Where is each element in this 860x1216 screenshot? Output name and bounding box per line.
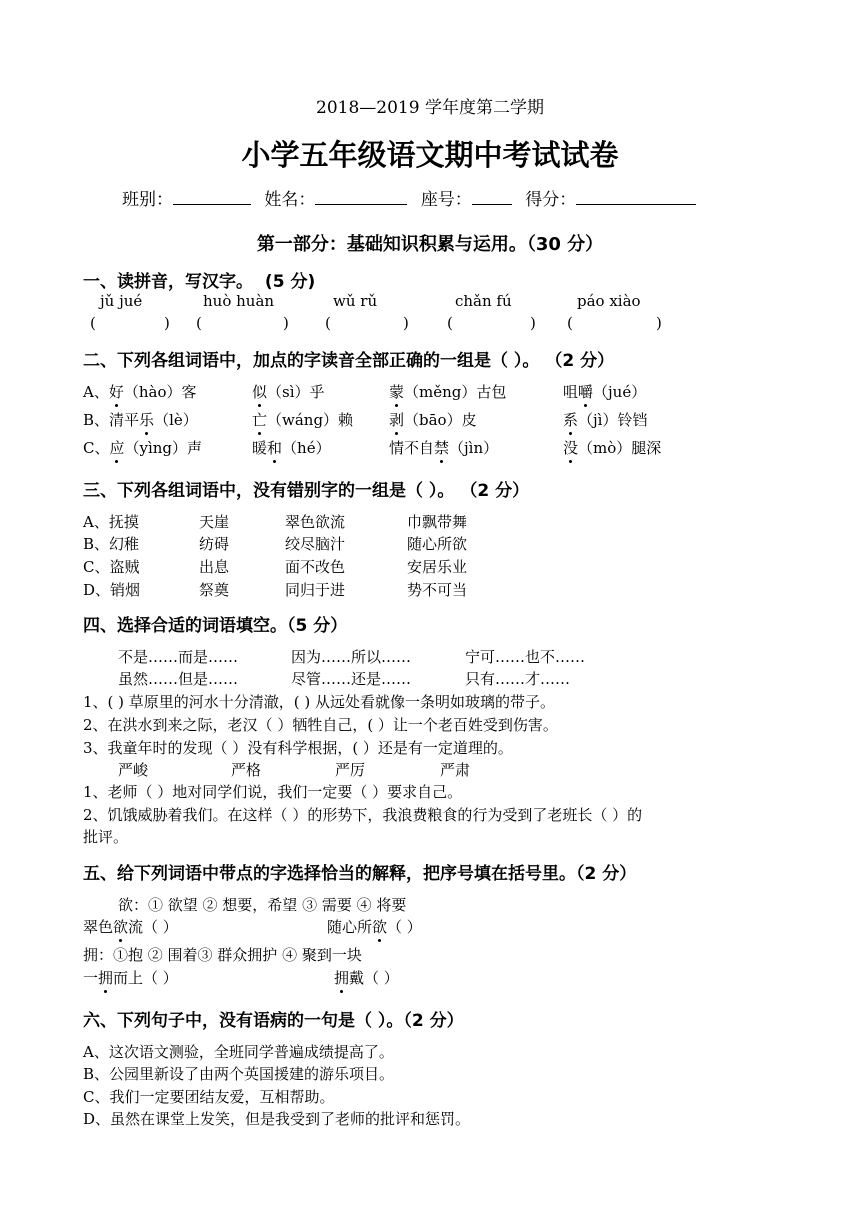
- q3-c-1: C、盗贼: [83, 558, 140, 576]
- q2-a2-rest: （sì）乎: [267, 383, 325, 401]
- q3-d-4: 势不可当: [407, 581, 468, 599]
- q1-pinyin-2: huò huàn: [203, 292, 275, 310]
- q5-yu-w1-dotted: 欲: [113, 918, 129, 936]
- q2-c-label: C、: [83, 439, 110, 457]
- q5-yu-w1-rest: 流（ ）: [128, 918, 178, 936]
- q4-word-2: 严格: [231, 761, 262, 779]
- q5-yu-w1-pre: 翠色: [83, 918, 114, 936]
- q4-opt-1: 不是……而是……: [118, 648, 239, 666]
- q2-option-b1: B、清平乐（lè）: [83, 411, 198, 429]
- name-field[interactable]: [315, 190, 407, 205]
- q3-a-3: 翠色欲流: [285, 513, 346, 531]
- class-label: 班别：: [122, 190, 173, 210]
- q2-option-a2: [252, 381, 325, 402]
- q2-a-label: A、: [83, 383, 109, 401]
- q6-title: 六、下列句子中，没有语病的一句是（ ）。（2 分）: [83, 1011, 464, 1031]
- q1-paren-close-3: ): [403, 314, 409, 332]
- q2-b3-rest: （bāo）皮: [404, 411, 477, 429]
- q2-a3-rest: （měng）古包: [404, 383, 507, 401]
- q3-a-4: 巾飘带舞: [407, 513, 468, 531]
- q4-word-4: 严肃: [440, 761, 471, 779]
- q3-b-2: 纺碍: [199, 535, 230, 553]
- q2-b1-dotted: 乐: [139, 411, 155, 429]
- q2-c2-dotted: 和: [267, 439, 283, 457]
- q2-c1-rest: （yìng）声: [124, 439, 203, 457]
- q2-c4-rest: （mò）腿深: [578, 439, 662, 457]
- q2-b2-rest: （wáng）赖: [267, 411, 354, 429]
- q5-yong-word-1: [83, 967, 178, 988]
- q5-yu-w2-pre: 随心所: [327, 918, 373, 936]
- q6-option-c: C、我们一定要团结友爱，互相帮助。: [83, 1088, 335, 1106]
- q2-option-b2: [252, 409, 353, 430]
- q1-paren-open-2[interactable]: (: [196, 314, 202, 332]
- q3-title: 三、下列各组词语中，没有错别字的一组是（ ）。 （2 分）: [83, 481, 530, 501]
- q3-a-2: 天崖: [199, 513, 230, 531]
- q2-c3-rest: （jìn）: [449, 439, 499, 457]
- q2-option-b3: [389, 409, 477, 430]
- exam-title: 小学五年级语文期中考试试卷: [241, 138, 619, 172]
- q2-a4-pre: 咀: [563, 383, 579, 401]
- q5-yong-w2-rest: 戴（ ）: [349, 969, 399, 987]
- q2-b4-dotted: 系: [563, 411, 579, 429]
- q1-paren-open-5[interactable]: (: [567, 314, 573, 332]
- score-label: 得分：: [525, 190, 577, 210]
- q1-score: (5 分): [264, 272, 316, 292]
- q2-c1-dotted: 应: [109, 439, 125, 457]
- q1-paren-open-1[interactable]: (: [90, 314, 96, 332]
- q2-c3-dotted: 禁: [434, 439, 450, 457]
- q3-d-1: D、销烟: [83, 581, 141, 599]
- q1-paren-open-4[interactable]: (: [447, 314, 453, 332]
- student-info-row: [122, 185, 696, 210]
- q5-yong-w1-dotted: 拥: [98, 969, 114, 987]
- q2-option-c4: [563, 437, 661, 458]
- q6-option-d: D、虽然在课堂上发笑，但是我受到了老师的批评和惩罚。: [83, 1110, 471, 1128]
- q4-sentence-4: 1、老师（ ）地对同学们说，我们一定要（ ）要求自己。: [83, 783, 463, 801]
- q5-yong-w1-pre: 一: [83, 969, 99, 987]
- q4-sentence-1: 1、( ) 草原里的河水十分清澈，( ) 从远处看就像一条明如玻璃的带子。: [83, 693, 556, 711]
- q5-yu-w2-dotted: 欲: [372, 918, 388, 936]
- q2-c3-pre: 情不自: [389, 439, 435, 457]
- q5-yu-definitions: 欲：① 欲望 ② 想要，希望 ③ 需要 ④ 将要: [118, 896, 407, 914]
- q2-option-a4: [563, 381, 646, 402]
- q2-c4-dotted: 没: [563, 439, 579, 457]
- q3-c-2: 出息: [199, 558, 230, 576]
- q4-sentence-5: 2、饥饿威胁着我们。在这样（ ）的形势下，我浪费粮食的行为受到了老班长（ ）的: [83, 806, 643, 824]
- part1-title: 第一部分：基础知识积累与运用。（30 分）: [256, 234, 604, 255]
- q2-option-a3: [389, 381, 506, 402]
- q2-a2-dotted: 似: [252, 383, 268, 401]
- q5-yong-word-2: [334, 967, 399, 988]
- q2-c2-rest: （hé）: [282, 439, 331, 457]
- q4-opt-5: 尽管……还是……: [291, 670, 412, 688]
- q2-option-c1: [83, 437, 202, 458]
- q5-yong-w1-rest: 而上（ ）: [113, 969, 178, 987]
- q1-pinyin-5: páo xiào: [577, 292, 641, 310]
- q2-a1-rest: （hào）客: [123, 383, 197, 401]
- q2-title: 二、下列各组词语中，加点的字读音全部正确的一组是（ ）。 （2 分）: [83, 351, 615, 371]
- seat-field[interactable]: [472, 190, 512, 205]
- q5-yong-definitions: 拥：①抱 ② 围着③ 群众拥护 ④ 聚到一块: [83, 946, 362, 964]
- q4-word-3: 严厉: [335, 761, 366, 779]
- q2-b-label: B、: [83, 411, 110, 429]
- q6-option-a: A、这次语文测验，全班同学普遍成绩提高了。: [83, 1043, 394, 1061]
- q5-title: 五、给下列词语中带点的字选择恰当的解释，把序号填在括号里。（2 分）: [83, 864, 637, 884]
- q4-sentence-5-cont: 批评。: [83, 828, 129, 846]
- q1-paren-close-5: ): [656, 314, 662, 332]
- term-line: 2018—2019 学年度第二学期: [316, 98, 544, 118]
- q1-title-text: 一、读拼音，写汉字。: [83, 272, 253, 292]
- q5-yu-word-1: [83, 916, 178, 937]
- q4-sentence-2: 2、在洪水到来之际，老汉（ ）牺牲自己，( ）让一个老百姓受到伤害。: [83, 716, 558, 734]
- q3-a-1: A、抚摸: [83, 513, 139, 531]
- q1-pinyin-3: wǔ rǔ: [333, 292, 378, 310]
- q4-opt-3: 宁可……也不……: [465, 648, 586, 666]
- q2-c2-pre: 暖: [252, 439, 268, 457]
- q1-paren-open-3[interactable]: (: [325, 314, 331, 332]
- q3-c-4: 安居乐业: [407, 558, 468, 576]
- q2-b3-dotted: 剥: [389, 411, 405, 429]
- q2-option-a1: [83, 381, 197, 402]
- q5-yu-w2-rest: （ ）: [387, 918, 422, 936]
- q2-a1-dotted: 好: [108, 383, 124, 401]
- q1-pinyin-1: jǔ jué: [100, 292, 143, 310]
- q3-b-1: B、幻稚: [83, 535, 140, 553]
- q6-option-b: B、公园里新设了由两个英国援建的游乐项目。: [83, 1065, 395, 1083]
- q3-b-4: 随心所欲: [407, 535, 468, 553]
- q2-option-c3: [389, 437, 498, 458]
- q2-b4-rest: （jì）铃铛: [578, 411, 648, 429]
- q4-opt-6: 只有……才……: [465, 670, 571, 688]
- name-label: 姓名：: [264, 190, 316, 210]
- score-field[interactable]: [576, 190, 696, 205]
- q1-paren-close-1: ): [164, 314, 170, 332]
- q2-a3-dotted: 蒙: [389, 383, 405, 401]
- q3-c-3: 面不改色: [285, 558, 346, 576]
- q2-option-c2: [252, 437, 331, 458]
- seat-label: 座号：: [420, 190, 472, 210]
- q1-paren-close-4: ): [530, 314, 536, 332]
- q5-yu-word-2: [327, 916, 422, 937]
- q1-pinyin-4: chǎn fú: [455, 292, 512, 310]
- q3-d-2: 祭奠: [199, 581, 230, 599]
- q4-word-1: 严峻: [118, 761, 149, 779]
- q4-opt-4: 虽然……但是……: [118, 670, 239, 688]
- class-field[interactable]: [173, 190, 251, 205]
- q4-title: 四、选择合适的词语填空。（5 分）: [83, 616, 348, 636]
- q2-a4-rest: （jué）: [593, 383, 647, 401]
- q2-option-b4: [563, 409, 647, 430]
- q4-opt-2: 因为……所以……: [291, 648, 412, 666]
- q5-yong-w2-dotted: 拥: [334, 969, 350, 987]
- q2-a4-dotted: 嚼: [578, 383, 594, 401]
- q3-d-3: 同归于进: [285, 581, 346, 599]
- q3-b-3: 绞尽脑汁: [285, 535, 346, 553]
- q2-b2-dotted: 亡: [252, 411, 268, 429]
- q4-sentence-3: 3、我童年时的发现（ ）没有科学根据，( ）还是有一定道理的。: [83, 739, 513, 757]
- q1-title: [83, 267, 315, 292]
- q2-b1-rest: （lè）: [154, 411, 198, 429]
- q1-paren-close-2: ): [283, 314, 289, 332]
